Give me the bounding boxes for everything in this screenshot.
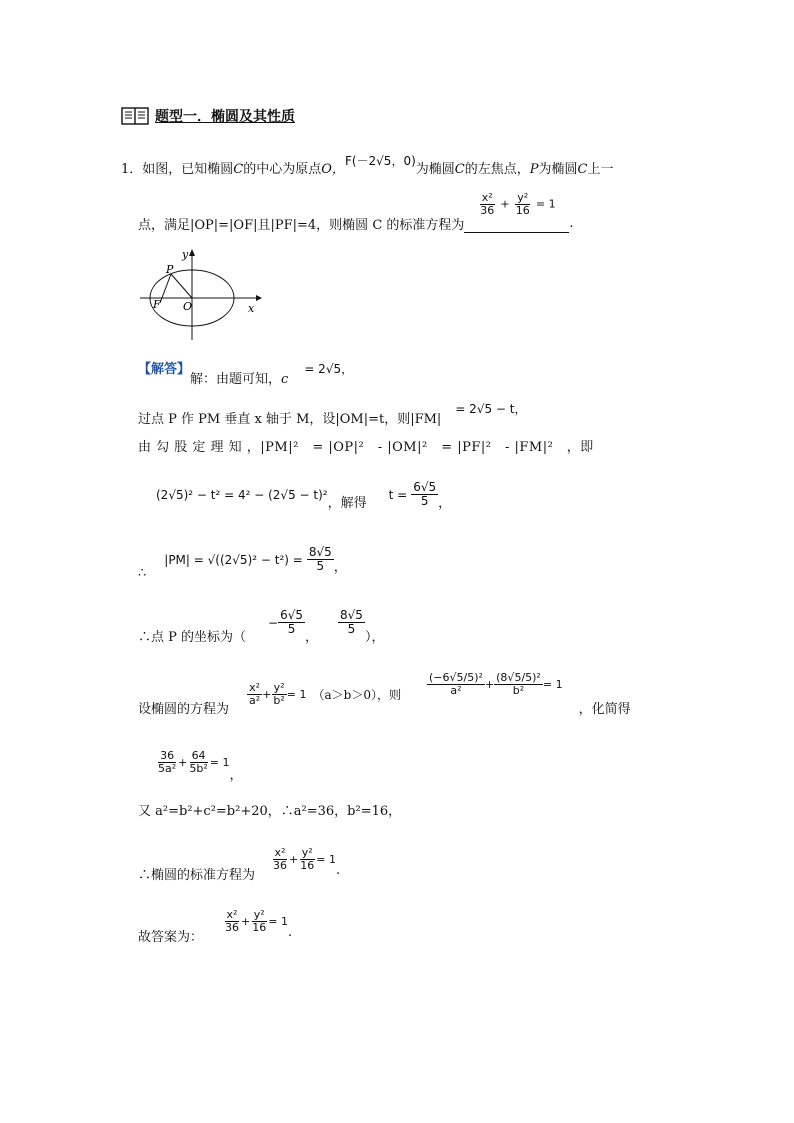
- text: 解：由题可知，: [190, 372, 282, 387]
- fraction: $\frac{36}{\text{5a²}}$: [158, 749, 177, 775]
- section-heading: [121, 106, 295, 126]
- solution-line-4: [156, 478, 451, 511]
- text: −: [268, 615, 279, 630]
- segment-PO: [171, 274, 192, 298]
- text: = 1: [535, 197, 556, 211]
- fraction: $\frac{8√5}{5}$: [340, 608, 363, 636]
- text: 如图，已知椭圆: [142, 162, 234, 177]
- text: (2√5)² − t² = 4² − (2√5 − t)²: [156, 487, 328, 502]
- text: 设椭圆的方程为: [138, 702, 230, 717]
- solution-line-1: [138, 358, 354, 387]
- text: c: [281, 372, 289, 387]
- text: 点，满足|OP|=|OF|且|PF|=4，则椭圆 C 的标准方程为: [138, 218, 465, 233]
- y-axis-arrow: [189, 249, 195, 256]
- text: 的左焦点，: [464, 162, 530, 177]
- text: C: [454, 162, 465, 177]
- answer-blank: [464, 192, 569, 233]
- text: = 1: [542, 678, 563, 691]
- text: .: [335, 863, 341, 878]
- text: t =: [388, 487, 408, 502]
- solution-line-6: [138, 600, 384, 645]
- text: ，: [438, 496, 452, 511]
- answer-tag: 【解答】: [138, 362, 191, 377]
- label-P: P: [166, 263, 174, 276]
- label-F: F: [153, 298, 161, 311]
- text: +: [289, 853, 299, 866]
- x-axis-arrow: [256, 295, 262, 301]
- text: ∴点 P 的坐标为（: [138, 630, 247, 645]
- text: ，: [333, 560, 347, 575]
- text: 过点 P 作 PM 垂直 x 轴于 M，设|OM|=t，则|FM|: [138, 412, 442, 427]
- fraction: $\frac{\text{x²}}{36}$: [480, 191, 495, 217]
- label-x: x: [248, 302, 255, 315]
- fraction: $\frac{6√5}{5}$: [280, 608, 303, 636]
- fraction: $\frac{6√5}{5}$: [413, 480, 437, 508]
- text: |PM| = √((2√5)² − t²) =: [164, 552, 303, 567]
- problem-line-2: [138, 192, 574, 233]
- text: 由 勾 股 定 理 知 ，|PM|² = |OP|² - |OM|² = |PF|² - |FM|² ，即: [138, 440, 594, 455]
- text: ∴椭圆的标准方程为: [138, 868, 256, 883]
- text: +: [500, 197, 510, 211]
- section-title: 题型一．椭圆及其性质: [155, 109, 295, 125]
- fraction: $\frac{\text{y²}}{16}$: [252, 908, 267, 934]
- text: = 2√5 − t，: [455, 402, 527, 416]
- fraction: $\frac{8√5}{5}$: [308, 545, 332, 573]
- text: ∴: [138, 566, 147, 581]
- problem-number: 1．: [121, 162, 143, 177]
- solution-line-11: [138, 898, 292, 945]
- text: .: [287, 925, 293, 940]
- solution-line-10: [138, 836, 340, 883]
- text: ，: [229, 768, 243, 783]
- solution-line-5: [138, 538, 347, 581]
- fraction: $\frac{\text{x²}}{36}$: [273, 846, 288, 872]
- fraction: $\frac{\text{x²}}{\text{a²}}$: [249, 681, 261, 707]
- text: = 1: [268, 915, 288, 928]
- solution-line-2: [138, 398, 527, 427]
- text: = 1: [286, 688, 307, 701]
- fraction: $\frac{\text{y²}}{16}$: [300, 846, 315, 872]
- solution-line-3: [138, 436, 678, 455]
- solution-line-9: [138, 800, 401, 819]
- text: C: [577, 162, 588, 177]
- solution-line-8: [156, 742, 243, 783]
- fraction: $\frac{\text{(8√5/5)²}}{\text{b²}}$: [496, 671, 541, 697]
- text: ，化简得: [578, 702, 631, 717]
- solution-line-7: [138, 672, 631, 717]
- text: = 1: [316, 853, 336, 866]
- text: .: [569, 216, 574, 231]
- text: 又 a²=b²+c²=b²+20，∴a²=36，b²=16，: [138, 804, 402, 819]
- fraction: $\frac{\text{(−6√5/5)²}}{\text{a²}}$: [429, 671, 483, 697]
- text: +: [178, 756, 188, 769]
- text: ，: [305, 630, 319, 645]
- text: O，: [321, 162, 345, 177]
- focus-expression: F(－2√5，0): [344, 154, 416, 168]
- text: +: [262, 688, 272, 701]
- label-y: y: [182, 248, 189, 261]
- label-O: O: [183, 300, 193, 313]
- text: P: [529, 162, 539, 177]
- text: C: [233, 162, 244, 177]
- fraction: $\frac{\text{y²}}{\text{b²}}$: [273, 681, 285, 707]
- text: = 1: [209, 756, 230, 769]
- text: 故答案为：: [138, 930, 204, 945]
- fraction: $\frac{\text{y²}}{16}$: [515, 191, 530, 217]
- fraction: $\frac{64}{\text{5b²}}$: [189, 749, 208, 775]
- fraction: $\frac{\text{x²}}{36}$: [225, 908, 240, 934]
- ellipse-figure: [138, 246, 268, 342]
- text: （a＞b＞0），则: [312, 688, 401, 702]
- open-book-icon: [121, 106, 149, 126]
- problem-line-1: [121, 154, 614, 177]
- text: 为椭圆: [415, 162, 455, 177]
- text: ，解得: [327, 496, 367, 511]
- text: +: [484, 678, 495, 691]
- text: ），: [364, 630, 385, 645]
- text: 上一: [587, 162, 614, 177]
- text: = 2√5，: [304, 362, 354, 376]
- text: 的中心为原点: [243, 162, 322, 177]
- text: +: [241, 915, 251, 928]
- text: 为椭圆: [538, 162, 578, 177]
